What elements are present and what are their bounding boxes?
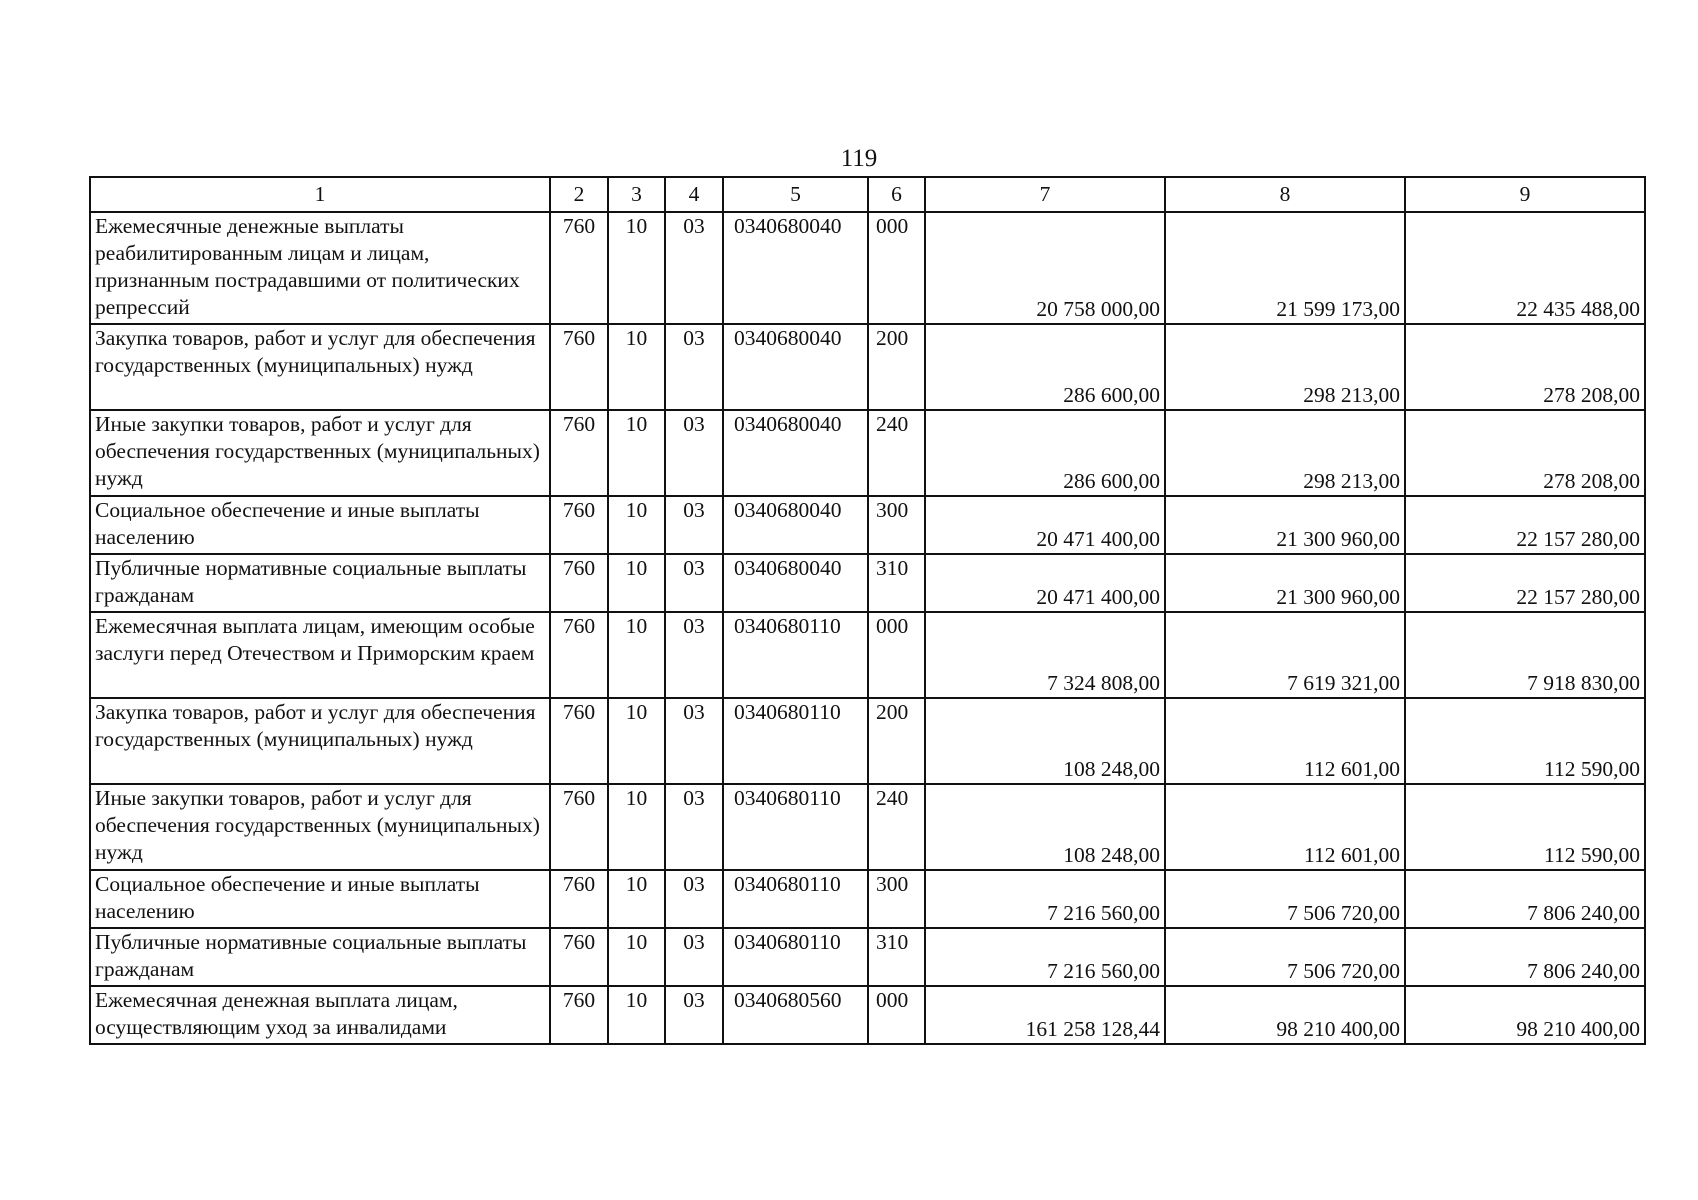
table-row bbox=[90, 698, 1645, 784]
row-code-5: 0340680110 bbox=[723, 698, 868, 784]
row-code-4: 03 bbox=[665, 612, 723, 698]
row-code-6: 200 bbox=[868, 698, 925, 784]
column-header: 7 bbox=[925, 177, 1165, 212]
row-code-2: 760 bbox=[550, 698, 608, 784]
column-header: 2 bbox=[550, 177, 608, 212]
row-amount-7: 20 471 400,00 bbox=[925, 496, 1165, 554]
row-code-3: 10 bbox=[608, 324, 665, 410]
row-amount-8: 21 300 960,00 bbox=[1165, 554, 1405, 612]
row-amount-8: 112 601,00 bbox=[1165, 784, 1405, 870]
row-amount-8: 7 506 720,00 bbox=[1165, 928, 1405, 986]
row-code-3: 10 bbox=[608, 410, 665, 496]
column-header: 9 bbox=[1405, 177, 1645, 212]
row-amount-9: 278 208,00 bbox=[1405, 324, 1645, 410]
column-header: 8 bbox=[1165, 177, 1405, 212]
row-code-5: 0340680040 bbox=[723, 324, 868, 410]
row-code-3: 10 bbox=[608, 612, 665, 698]
row-code-4: 03 bbox=[665, 784, 723, 870]
row-amount-7: 161 258 128,44 bbox=[925, 986, 1165, 1044]
column-header: 5 bbox=[723, 177, 868, 212]
row-code-2: 760 bbox=[550, 784, 608, 870]
header-row bbox=[90, 177, 1645, 212]
row-amount-8: 298 213,00 bbox=[1165, 324, 1405, 410]
row-amount-7: 7 216 560,00 bbox=[925, 870, 1165, 928]
row-amount-8: 98 210 400,00 bbox=[1165, 986, 1405, 1044]
table-row bbox=[90, 324, 1645, 410]
table-row bbox=[90, 870, 1645, 928]
row-name: Иные закупки товаров, работ и услуг для обеспечения государственных (муниципальных) нужд bbox=[90, 784, 550, 870]
row-code-5: 0340680040 bbox=[723, 496, 868, 554]
row-name: Социальное обеспечение и иные выплаты населению bbox=[90, 496, 550, 554]
row-code-4: 03 bbox=[665, 496, 723, 554]
row-amount-7: 108 248,00 bbox=[925, 698, 1165, 784]
row-name: Публичные нормативные социальные выплаты гражданам bbox=[90, 554, 550, 612]
row-code-2: 760 bbox=[550, 986, 608, 1044]
column-header: 6 bbox=[868, 177, 925, 212]
row-code-6: 240 bbox=[868, 784, 925, 870]
row-code-6: 310 bbox=[868, 554, 925, 612]
table-row bbox=[90, 496, 1645, 554]
row-name: Публичные нормативные социальные выплаты гражданам bbox=[90, 928, 550, 986]
row-amount-8: 112 601,00 bbox=[1165, 698, 1405, 784]
row-amount-7: 7 216 560,00 bbox=[925, 928, 1165, 986]
table-row bbox=[90, 612, 1645, 698]
row-code-2: 760 bbox=[550, 870, 608, 928]
row-code-6: 310 bbox=[868, 928, 925, 986]
row-amount-7: 7 324 808,00 bbox=[925, 612, 1165, 698]
row-amount-9: 7 806 240,00 bbox=[1405, 928, 1645, 986]
row-code-2: 760 bbox=[550, 496, 608, 554]
row-code-5: 0340680040 bbox=[723, 212, 868, 324]
row-amount-8: 298 213,00 bbox=[1165, 410, 1405, 496]
row-code-3: 10 bbox=[608, 870, 665, 928]
page-number: 119 bbox=[840, 145, 878, 172]
row-amount-8: 21 599 173,00 bbox=[1165, 212, 1405, 324]
row-code-3: 10 bbox=[608, 698, 665, 784]
row-code-3: 10 bbox=[608, 554, 665, 612]
table-row bbox=[90, 986, 1645, 1044]
row-amount-7: 286 600,00 bbox=[925, 410, 1165, 496]
row-amount-8: 21 300 960,00 bbox=[1165, 496, 1405, 554]
row-code-6: 200 bbox=[868, 324, 925, 410]
row-code-3: 10 bbox=[608, 784, 665, 870]
row-code-2: 760 bbox=[550, 212, 608, 324]
table-row bbox=[90, 928, 1645, 986]
row-code-4: 03 bbox=[665, 324, 723, 410]
row-code-3: 10 bbox=[608, 496, 665, 554]
table-row bbox=[90, 212, 1645, 324]
row-code-6: 000 bbox=[868, 986, 925, 1044]
row-code-3: 10 bbox=[608, 212, 665, 324]
row-name: Закупка товаров, работ и услуг для обеспечения государственных (муниципальных) нужд bbox=[90, 324, 550, 410]
row-code-2: 760 bbox=[550, 324, 608, 410]
row-amount-9: 7 918 830,00 bbox=[1405, 612, 1645, 698]
row-name: Социальное обеспечение и иные выплаты населению bbox=[90, 870, 550, 928]
row-code-5: 0340680040 bbox=[723, 554, 868, 612]
row-code-4: 03 bbox=[665, 410, 723, 496]
row-name: Ежемесячная выплата лицам, имеющим особые заслуги перед Отечеством и Приморским краем bbox=[90, 612, 550, 698]
row-code-6: 000 bbox=[868, 612, 925, 698]
row-amount-9: 22 435 488,00 bbox=[1405, 212, 1645, 324]
row-code-6: 000 bbox=[868, 212, 925, 324]
table-row bbox=[90, 410, 1645, 496]
row-code-5: 0340680560 bbox=[723, 986, 868, 1044]
row-name: Закупка товаров, работ и услуг для обеспечения государственных (муниципальных) нужд bbox=[90, 698, 550, 784]
column-header: 3 bbox=[608, 177, 665, 212]
row-amount-9: 278 208,00 bbox=[1405, 410, 1645, 496]
row-code-4: 03 bbox=[665, 928, 723, 986]
row-amount-7: 20 471 400,00 bbox=[925, 554, 1165, 612]
row-amount-7: 20 758 000,00 bbox=[925, 212, 1165, 324]
row-amount-7: 286 600,00 bbox=[925, 324, 1165, 410]
row-amount-7: 108 248,00 bbox=[925, 784, 1165, 870]
row-code-6: 240 bbox=[868, 410, 925, 496]
row-code-5: 0340680110 bbox=[723, 870, 868, 928]
row-code-4: 03 bbox=[665, 986, 723, 1044]
row-code-2: 760 bbox=[550, 928, 608, 986]
row-code-4: 03 bbox=[665, 554, 723, 612]
column-header: 1 bbox=[90, 177, 550, 212]
row-name: Ежемесячные денежные выплаты реабилитированным лицам и лицам, признанным пострадавшими от политических репрессий bbox=[90, 212, 550, 324]
row-code-2: 760 bbox=[550, 612, 608, 698]
row-code-4: 03 bbox=[665, 698, 723, 784]
row-amount-8: 7 619 321,00 bbox=[1165, 612, 1405, 698]
column-header: 4 bbox=[665, 177, 723, 212]
row-code-4: 03 bbox=[665, 870, 723, 928]
row-code-3: 10 bbox=[608, 928, 665, 986]
row-code-5: 0340680110 bbox=[723, 928, 868, 986]
budget-table bbox=[89, 176, 1646, 1045]
row-code-5: 0340680110 bbox=[723, 784, 868, 870]
row-amount-9: 98 210 400,00 bbox=[1405, 986, 1645, 1044]
row-code-5: 0340680040 bbox=[723, 410, 868, 496]
row-amount-9: 112 590,00 bbox=[1405, 698, 1645, 784]
row-code-6: 300 bbox=[868, 870, 925, 928]
row-code-6: 300 bbox=[868, 496, 925, 554]
table-row bbox=[90, 784, 1645, 870]
row-name: Иные закупки товаров, работ и услуг для обеспечения государственных (муниципальных) нужд bbox=[90, 410, 550, 496]
row-code-4: 03 bbox=[665, 212, 723, 324]
table-row bbox=[90, 554, 1645, 612]
row-amount-9: 22 157 280,00 bbox=[1405, 496, 1645, 554]
row-code-2: 760 bbox=[550, 554, 608, 612]
row-amount-9: 7 806 240,00 bbox=[1405, 870, 1645, 928]
row-amount-8: 7 506 720,00 bbox=[1165, 870, 1405, 928]
row-name: Ежемесячная денежная выплата лицам, осуществляющим уход за инвалидами bbox=[90, 986, 550, 1044]
row-code-5: 0340680110 bbox=[723, 612, 868, 698]
row-code-3: 10 bbox=[608, 986, 665, 1044]
row-amount-9: 22 157 280,00 bbox=[1405, 554, 1645, 612]
row-amount-9: 112 590,00 bbox=[1405, 784, 1645, 870]
row-code-2: 760 bbox=[550, 410, 608, 496]
